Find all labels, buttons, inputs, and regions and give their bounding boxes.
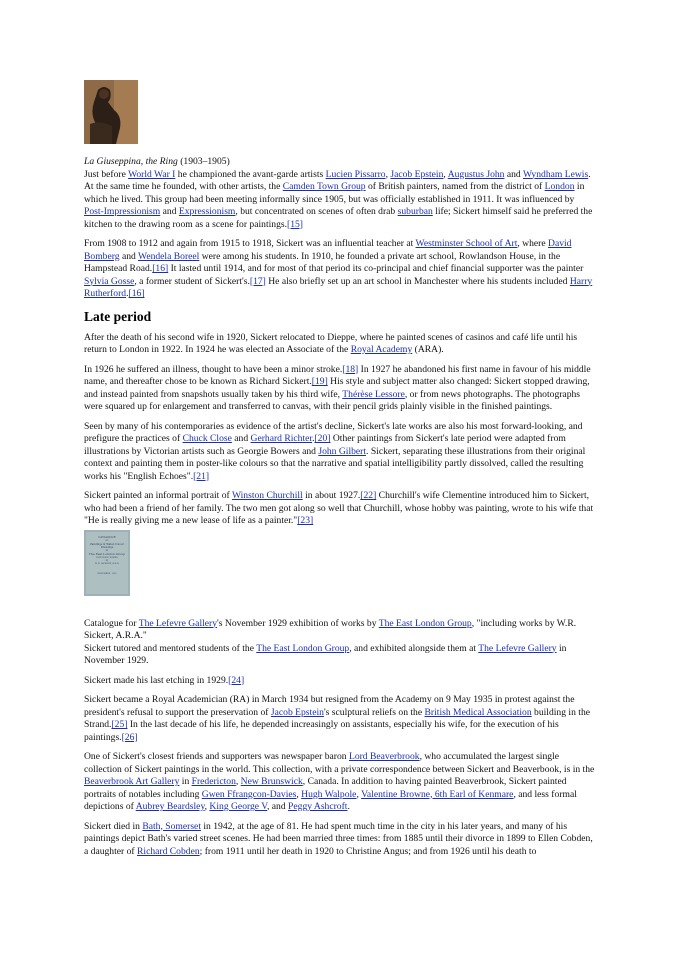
citation-19[interactable]: [19] [311, 376, 328, 387]
link-lefevre-gallery[interactable]: The Lefevre Gallery [478, 642, 557, 654]
link-british-medical-association[interactable]: British Medical Association [424, 706, 532, 718]
painting-thumbnail-la-giuseppina[interactable] [84, 80, 138, 144]
link-bath-somerset[interactable]: Bath, Somerset [142, 820, 201, 832]
link-wendela-boreel[interactable]: Wendela Boreel [138, 250, 200, 262]
caption-title: La Giuseppina, the Ring [84, 156, 178, 167]
paragraph: Just before World War I he championed the avant-garde artists Lucien Pissarro, Jacob Epstein, Augustus John and Wyndham Lewis. At the same time he founded, with other artists, the Camden Town Group of British painters, named from the district of London in which he lived. This group had been meeting informally since 1905, but was officially established in 1911. It was influenced by Post-Impressionism and Expressionism, but concentrated on scenes of often drab suburban life; Sickert himself said he preferred the kitchen to the drawing room as a scene for paintings.[15] [84, 168, 593, 230]
link-london[interactable]: London [544, 181, 575, 192]
link-david-bomberg[interactable]: David Bomberg [84, 238, 572, 262]
catalogue-line: BY [105, 559, 109, 562]
link-chuck-close[interactable]: Chuck Close [182, 433, 232, 444]
link-lucien-pissarro[interactable]: Lucien Pissarro [325, 168, 386, 180]
link-harry-rutherford[interactable]: Harry Rutherford [84, 275, 593, 299]
link-new-brunswick[interactable]: New Brunswick [240, 776, 303, 787]
link-winston-churchill[interactable]: Winston Churchill [231, 490, 303, 501]
citation-26[interactable]: [26] [121, 731, 138, 743]
citation-17[interactable]: [17] [249, 275, 266, 287]
catalogue-line: NOVEMBER, 1929 [97, 572, 117, 575]
citation-22[interactable]: [22] [360, 490, 377, 501]
link-valentine-browne[interactable]: Valentine Browne, 6th Earl of Kenmare [361, 788, 514, 800]
link-wyndham-lewis[interactable]: Wyndham Lewis [522, 168, 589, 180]
catalogue-line: OF [105, 539, 109, 542]
catalogue-line: CATALOGUE [98, 535, 116, 539]
link-john-gilbert[interactable]: John Gilbert [318, 445, 367, 457]
section-heading-late-period: Late period [84, 308, 152, 324]
link-king-george-v[interactable]: King George V [209, 801, 267, 812]
citation-24[interactable]: [24] [228, 674, 245, 686]
citation-23[interactable]: [23] [297, 515, 314, 526]
paragraph: From 1908 to 1912 and again from 1915 to 1918, Sickert was an influential teacher at Westminster School of Art, where David Bomberg and Wendela Boreel were among his students. In 1910, he founded a private art school, Rowlandson House, in the Hampstead Road.[16] It lasted until 1914, and for most of that period its co-principal and chief financial supporter was the painter Sylvia Gosse, a former student of Sickert's.[17] He also briefly set up an art school in Manchester where his students included Harry Rutherford.[16] [84, 238, 593, 299]
paragraph: In 1926 he suffered an illness, thought to have been a minor stroke.[18] In 1927 he abandoned his first name in favour of his middle name, and thereafter chose to be known as Richard Sickert.[19] His style and subject matter also changed: Sickert stopped drawing, and instead painted from snapshots usually taken by his third wife, Thérèse Lessore, or from news photographs. The photographs were squared up for enlargement and transferred to canvas, with their pencil grids plainly visible in the finished paintings. [84, 363, 591, 412]
citation-20[interactable]: [20] [314, 433, 331, 444]
image-caption [84, 156, 596, 169]
link-post-impressionism[interactable]: Post-Impressionism [84, 206, 161, 217]
paragraph: Seen by many of his contemporaries as evidence of the artist's decline, Sickert's late works are also his most forward-looking, and prefigure the practices of Chuck Close and Gerhard Richter.[20] Other paintings from Sickert's late period were adapted from illustrations by Victorian artists such as Georgie Bowers and John Gilbert. Sickert, separating these illustrations from their original context and painting them in poster-like colours so that the narrative and spatial intelligibility partly dissolved, called the resulting works his "English Echoes".[21] [84, 420, 586, 482]
catalogue-line: The East London Group [88, 551, 126, 556]
catalogue-line: Paintings & Water-Colour [90, 542, 124, 546]
link-world-war-i[interactable]: World War I [128, 168, 176, 180]
catalogue-line: INCLUDING WORKS [96, 556, 118, 559]
catalogue-line: BY [105, 549, 109, 552]
link-fredericton[interactable]: Fredericton [191, 776, 236, 787]
paragraph: One of Sickert's closest friends and supporters was newspaper baron Lord Beaverbrook, who accumulated the largest single collection of Sickert paintings in the world. This collection, with a private correspondence between Sickert and Beaverbook, is in the Beaverbrook Art Gallery in Fredericton, New Brunswick, Canada. In addition to having painted Beaverbrook, Sickert painted portraits of notables including Gwen Ffrangcon-Davies, Hugh Walpole, Valentine Browne, 6th Earl of Kenmare, and less formal depictions of Aubrey Beardsley, King George V, and Peggy Ashcroft. [84, 751, 595, 812]
paragraph: Sickert became a Royal Academician (RA) in March 1934 but resigned from the Academy on 9 May 1935 in protest against the president's refusal to support the preservation of Jacob Epstein's sculptural reliefs on the British Medical Association building in the Strand.[25] In the last decade of his life, he depended increasingly on assistants, especially his wife, for the execution of his paintings.[26] [84, 694, 590, 743]
link-augustus-john[interactable]: Augustus John [447, 168, 505, 180]
link-east-london-group[interactable]: The East London Group [256, 642, 350, 654]
link-lord-beaverbrook[interactable]: Lord Beaverbrook [348, 751, 420, 762]
citation-16[interactable]: [16] [152, 263, 169, 274]
link-royal-academy[interactable]: Royal Academy [350, 344, 413, 355]
catalogue-cover-thumbnail[interactable] [84, 530, 130, 596]
paragraph: After the death of his second wife in 1920, Sickert relocated to Dieppe, where he painted scenes of casinos and café life until his return to London in 1922. In 1924 he was elected an Associate of the Royal Academy (ARA). [84, 331, 578, 355]
link-expressionism[interactable]: Expressionism [178, 206, 236, 217]
link-gerhard-richter[interactable]: Gerhard Richter [250, 433, 313, 444]
article-body [84, 80, 596, 865]
citation-15[interactable]: [15] [287, 218, 303, 230]
link-camden-town-group[interactable]: Camden Town Group [282, 181, 366, 192]
link-therese-lessore[interactable]: Thérèse Lessore [342, 388, 405, 400]
citation-25[interactable]: [25] [111, 719, 128, 730]
citation-18[interactable]: [18] [342, 363, 359, 375]
paragraph: Sickert tutored and mentored students of the The East London Group, and exhibited alongside them at The Lefevre Gallery in November 1929. [84, 642, 567, 666]
link-sylvia-gosse[interactable]: Sylvia Gosse [84, 275, 135, 287]
link-aubrey-beardsley[interactable]: Aubrey Beardsley [135, 801, 205, 812]
catalogue-line: W. R. SICKERT, A.R.A. [94, 561, 120, 565]
link-lefevre-gallery[interactable]: The Lefevre Gallery [138, 617, 218, 629]
link-jacob-epstein[interactable]: Jacob Epstein [390, 168, 444, 180]
link-gwen-ffrangcon-davies[interactable]: Gwen Ffrangcon-Davies [201, 788, 297, 800]
paragraph: Sickert died in Bath, Somerset in 1942, at the age of 81. He had spent much time in the city in his later years, and many of his paintings depict Bath's varied street scenes. He had been married three times: from 1885 until their divorce in 1899 to Ellen Cobden, a daughter of Richard Cobden; from 1911 until her death in 1920 to Christine Angus; and from 1926 until his death to [84, 820, 593, 857]
citation-21[interactable]: [21] [193, 470, 210, 482]
link-beaverbrook-art-gallery[interactable]: Beaverbrook Art Gallery [84, 776, 180, 787]
link-hugh-walpole[interactable]: Hugh Walpole [301, 788, 357, 800]
catalogue-line: Drawings [100, 545, 114, 549]
link-jacob-epstein[interactable]: Jacob Epstein [270, 706, 324, 718]
link-westminster-school-of-art[interactable]: Westminster School of Art [415, 238, 518, 249]
paragraph: Sickert made his last etching in 1929.[24] [84, 674, 245, 686]
link-suburban[interactable]: suburban [397, 206, 433, 217]
link-richard-cobden[interactable]: Richard Cobden [137, 845, 200, 857]
link-east-london-group[interactable]: The East London Group [378, 617, 472, 629]
image-caption: Catalogue for The Lefevre Gallery's November 1929 exhibition of works by The East London Group, "including works by W.R. Sickert, A.R.A." [84, 617, 577, 641]
citation-16[interactable]: [16] [128, 288, 145, 299]
paragraph: Sickert painted an informal portrait of Winston Churchill in about 1927.[22] Churchill's wife Clementine introduced him to Sickert, who had been a friend of her family. The two men got along so well that Churchill, whose hobby was painting, wrote to his wife that "He is really giving me a new lease of life as a painter."[23] [84, 490, 594, 526]
link-peggy-ashcroft[interactable]: Peggy Ashcroft [288, 801, 348, 812]
caption-dates: (1903–1905) [177, 156, 230, 167]
